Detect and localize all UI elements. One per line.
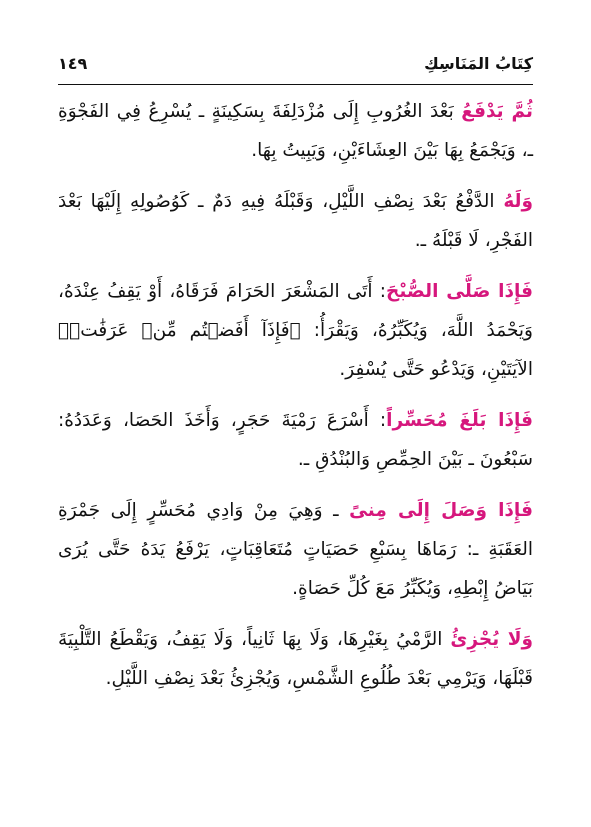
page-number: ١٤٩ xyxy=(58,54,88,73)
paragraph-5-text: ـ وَهِيَ مِنْ وَادِي مُحَسِّرٍ إِلَى جَمْرَةِ العَقَبَةِ ـ: رَمَاهَا بِسَبْعِ حَصَيَاتٍ مُتَعَاقِبَاتٍ، يَرْفَعُ يَدَهُ حَتَّى يُرَى بَيَاضُ إِبْطِهِ، وَيُكَبِّرُ مَعَ كُلِّ حَصَاةٍ. xyxy=(58,500,533,599)
paragraph-3-text: : أَتَى المَشْعَرَ الحَرَامَ فَرَقَاهُ، أَوْ يَقِفُ عِنْدَهُ، وَيَحْمَدُ اللَّهَ، وَيُكَبِّرُهُ، وَيَقْرَأُ: ﴿فَإِذَآ أَفَضۡتُم مِّنۡ عَرَفَٰتٖ﴾ الآيَتَيْنِ، وَيَدْعُو حَتَّى يُسْفِرَ. xyxy=(58,281,533,380)
paragraph-2 xyxy=(58,182,533,260)
header-rule xyxy=(58,84,533,85)
paragraph-1 xyxy=(58,92,533,170)
page-body xyxy=(58,92,533,710)
paragraph-3-lead: فَإِذَا صَلَّى الصُّبْحَ xyxy=(386,281,534,302)
paragraph-3 xyxy=(58,272,533,389)
paragraph-4-lead: فَإِذَا بَلَغَ مُحَسِّراً xyxy=(386,410,533,431)
paragraph-2-lead: وَلَهُ xyxy=(503,191,533,212)
paragraph-4-text: : أَسْرَعَ رَمْيَةَ حَجَرٍ، وَأَخَذَ الحَصَا، وَعَدَدُهُ: سَبْعُونَ ـ بَيْنَ الحِمِّصِ وَالبُنْدُقِ ـ. xyxy=(58,410,533,470)
paragraph-4 xyxy=(58,401,533,479)
paragraph-6-text: الرَّمْيُ بِغَيْرِهَا، وَلَا بِهَا ثَانِياً، وَلَا يَقِفُ، وَيَقْطَعُ التَّلْبِيَةَ قَبْلَهَا، وَيَرْمِي بَعْدَ طُلُوعِ الشَّمْسِ، وَيُجْزِئُ بَعْدَ نِصْفِ اللَّيْلِ. xyxy=(58,629,533,689)
page-header xyxy=(58,54,533,84)
paragraph-1-text: بَعْدَ الغُرُوبِ إِلَى مُزْدَلِفَةَ بِسَكِينَةٍ ـ يُسْرِعُ فِي الفَجْوَةِ ـ، وَيَجْمَعُ بِهَا بَيْنَ العِشَاءَيْنِ، وَيَبِيتُ بِهَا. xyxy=(58,101,533,161)
paragraph-2-text: الدَّفْعُ بَعْدَ نِصْفِ اللَّيْلِ، وَقَبْلَهُ فِيهِ دَمٌ ـ كَوُصُولِهِ إِلَيْهَا بَعْدَ الفَجْرِ، لَا قَبْلَهُ ـ. xyxy=(58,191,533,251)
book-title: كِتَابُ المَنَاسِكِ xyxy=(424,54,533,73)
paragraph-1-lead: ثُمَّ يَدْفَعُ xyxy=(461,101,534,122)
paragraph-6-lead: وَلَا يُجْزِئُ xyxy=(450,629,533,650)
paragraph-5-lead: فَإِذَا وَصَلَ إِلَى مِنىً xyxy=(349,500,533,521)
paragraph-5 xyxy=(58,491,533,608)
paragraph-6 xyxy=(58,620,533,698)
